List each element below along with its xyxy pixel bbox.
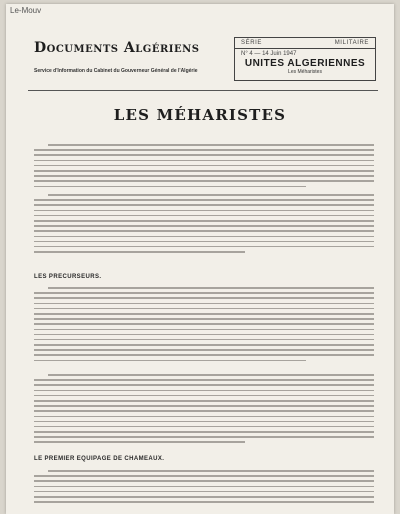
body-paragraph <box>34 287 374 365</box>
header-rule <box>28 90 378 91</box>
article-title: LES MÉHARISTES <box>113 106 287 124</box>
document-page <box>6 4 394 514</box>
masthead-subtitle: Service d'Information du Cabinet du Gouverneur Général de l'Algérie <box>34 68 198 74</box>
body-paragraph <box>34 470 374 506</box>
section-heading: LES PRECURSEURS. <box>34 274 102 280</box>
series-value: MILITAIRE <box>334 40 369 46</box>
section-heading: LE PREMIER EQUIPAGE DE CHAMEAUX. <box>34 456 165 462</box>
masthead <box>34 40 234 74</box>
series-title: UNITES ALGERIENNES <box>244 58 366 69</box>
body-paragraph <box>34 194 374 256</box>
series-subtitle: Les Méharistes <box>288 69 322 75</box>
corner-label: Le-Mouv <box>10 6 42 15</box>
body-paragraph <box>34 374 374 447</box>
body-paragraph <box>34 144 374 191</box>
series-box <box>234 37 376 81</box>
series-word: SÉRIE <box>241 40 263 46</box>
issue-number: N° 4 — 14 Juin 1947 <box>241 51 297 57</box>
series-row <box>235 38 375 49</box>
masthead-title: Documents Algériens <box>34 40 200 56</box>
